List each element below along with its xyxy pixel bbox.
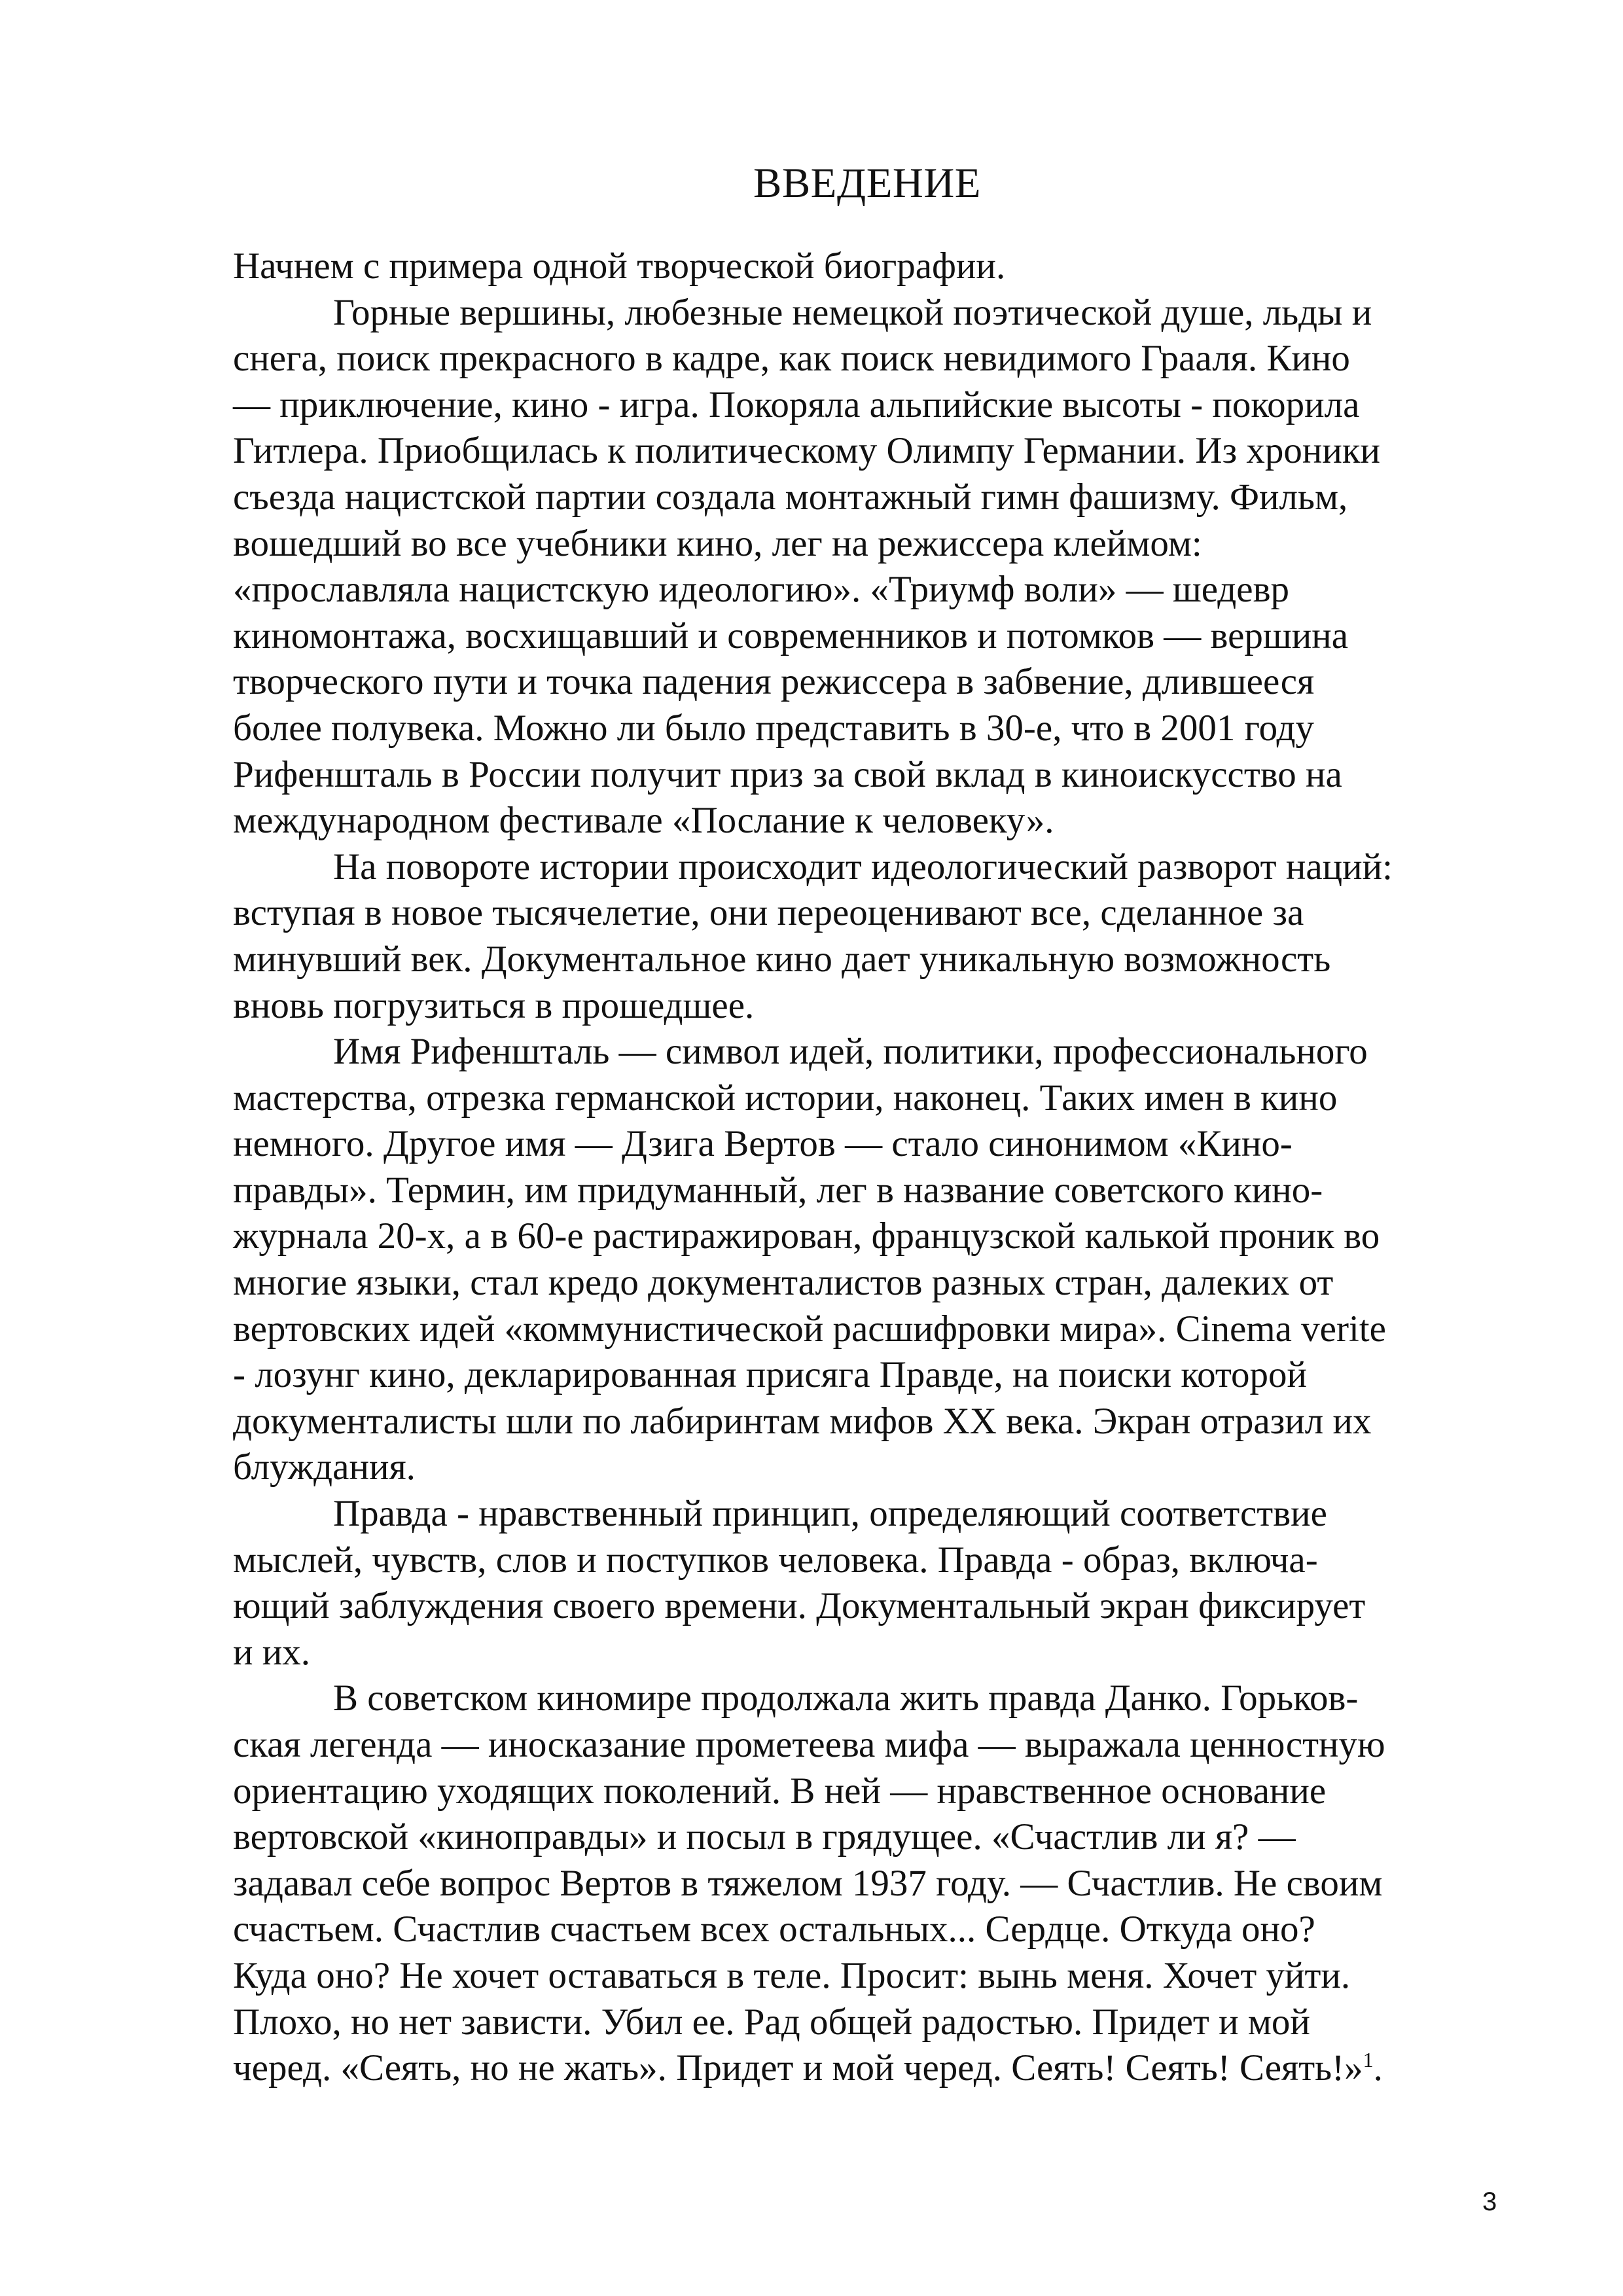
text-line: задавал себе вопрос Вертов в тяжелом 1937 году. — Счастлив. Не своим	[233, 1862, 1383, 1904]
text-line: счастьем. Счастлив счастьем всех остальных... Сердце. Откуда оно?	[233, 1909, 1315, 1950]
text-line: международном фестивале «Послание к человеку».	[233, 800, 1054, 842]
text-line: многие языки, стал кредо документалистов разных стран, далеких от	[233, 1262, 1334, 1304]
text-line: блуждания.	[233, 1446, 416, 1488]
last-line-text: черед. «Сеять, но не жать». Придет и мой черед. Сеять! Сеять! Сеять!»	[233, 2047, 1363, 2089]
footnote-marker[interactable]: 1	[1363, 2048, 1374, 2072]
text-line: журнала 20-х, а в 60-е растиражирован, французской калькой проник во	[233, 1215, 1380, 1257]
text-line: документалисты шли по лабиринтам мифов XX века. Экран отразил их	[233, 1400, 1372, 1442]
page-title: ВВЕДЕНИЕ	[753, 160, 982, 207]
text-line: вертовских идей «коммунистической расшифровки мира». Cinema verite	[233, 1308, 1386, 1350]
text-line: Куда оно? Не хочет оставаться в теле. Просит: вынь меня. Хочет уйти.	[233, 1954, 1351, 1996]
text-line: Начнем с примера одной творческой биографии.	[233, 245, 1006, 287]
text-line: Горные вершины, любезные немецкой поэтической душе, льды и	[333, 291, 1372, 333]
text-line: киномонтажа, восхищавший и современников и потомков — вершина	[233, 615, 1349, 656]
text-line: Рифеншталь в России получит приз за свой вклад в киноискусство на	[233, 753, 1342, 795]
text-line: вертовской «киноправды» и посыл в грядущее. «Счастлив ли я? —	[233, 1816, 1296, 1858]
text-line: мыслей, чувств, слов и поступков человека. Правда - образ, включа-	[233, 1539, 1318, 1581]
text-line: ская легенда — иносказание прометеева мифа — выражала ценностную	[233, 1724, 1385, 1765]
text-line: минувший век. Документальное кино дает уникальную возможность	[233, 938, 1331, 980]
text-line: Гитлера. Приобщилась к политическому Олимпу Германии. Из хроники	[233, 430, 1381, 472]
text-line: «прославляла нацистскую идеологию». «Триумф воли» — шедевр	[233, 569, 1290, 611]
text-line: более полувека. Можно ли было представить в 30-е, что в 2001 году	[233, 707, 1314, 749]
text-line: вновь погрузиться в прошедшее.	[233, 984, 755, 1026]
text-line: - лозунг кино, декларированная присяга Правде, на поиски которой	[233, 1354, 1308, 1396]
text-line: Правда - нравственный принцип, определяющий соответствие	[333, 1493, 1327, 1535]
text-line-last	[233, 2045, 1503, 2092]
text-line: вошедший во все учебники кино, лег на режиссера клеймом:	[233, 522, 1202, 564]
page-number: 3	[1482, 2187, 1497, 2216]
text-line: мастерства, отрезка германской истории, наконец. Таких имен в кино	[233, 1077, 1338, 1119]
last-line-end: .	[1373, 2047, 1383, 2089]
text-line: правды». Термин, им придуманный, лег в название советского кино-	[233, 1169, 1323, 1211]
text-line: В советском киномире продолжала жить правда Данко. Горьков-	[333, 1677, 1359, 1719]
text-line: Имя Рифеншталь — символ идей, политики, профессионального	[333, 1031, 1368, 1073]
text-line: съезда нацистской партии создала монтажный гимн фашизму. Фильм,	[233, 476, 1348, 518]
text-line: творческого пути и точка падения режиссера в забвение, длившееся	[233, 661, 1315, 703]
text-line: ориентацию уходящих поколений. В ней — нравственное основание	[233, 1770, 1327, 1812]
text-line: ющий заблуждения своего времени. Документальный экран фиксирует	[233, 1585, 1366, 1627]
body-text	[233, 243, 1503, 2092]
text-line: снега, поиск прекрасного в кадре, как поиск невидимого Грааля. Кино	[233, 338, 1350, 380]
text-line: Плохо, но нет зависти. Убил ее. Рад общей радостью. Придет и мой	[233, 2001, 1310, 2043]
text-line: На повороте истории происходит идеологический разворот наций:	[333, 846, 1393, 888]
text-line: немного. Другое имя — Дзига Вертов — стало синонимом «Кино-	[233, 1123, 1293, 1165]
text-line: и их.	[233, 1631, 311, 1673]
text-line: вступая в новое тысячелетие, они переоценивают все, сделанное за	[233, 892, 1304, 934]
text-line: — приключение, кино - игра. Покоряла альпийские высоты - покорила	[233, 384, 1360, 425]
